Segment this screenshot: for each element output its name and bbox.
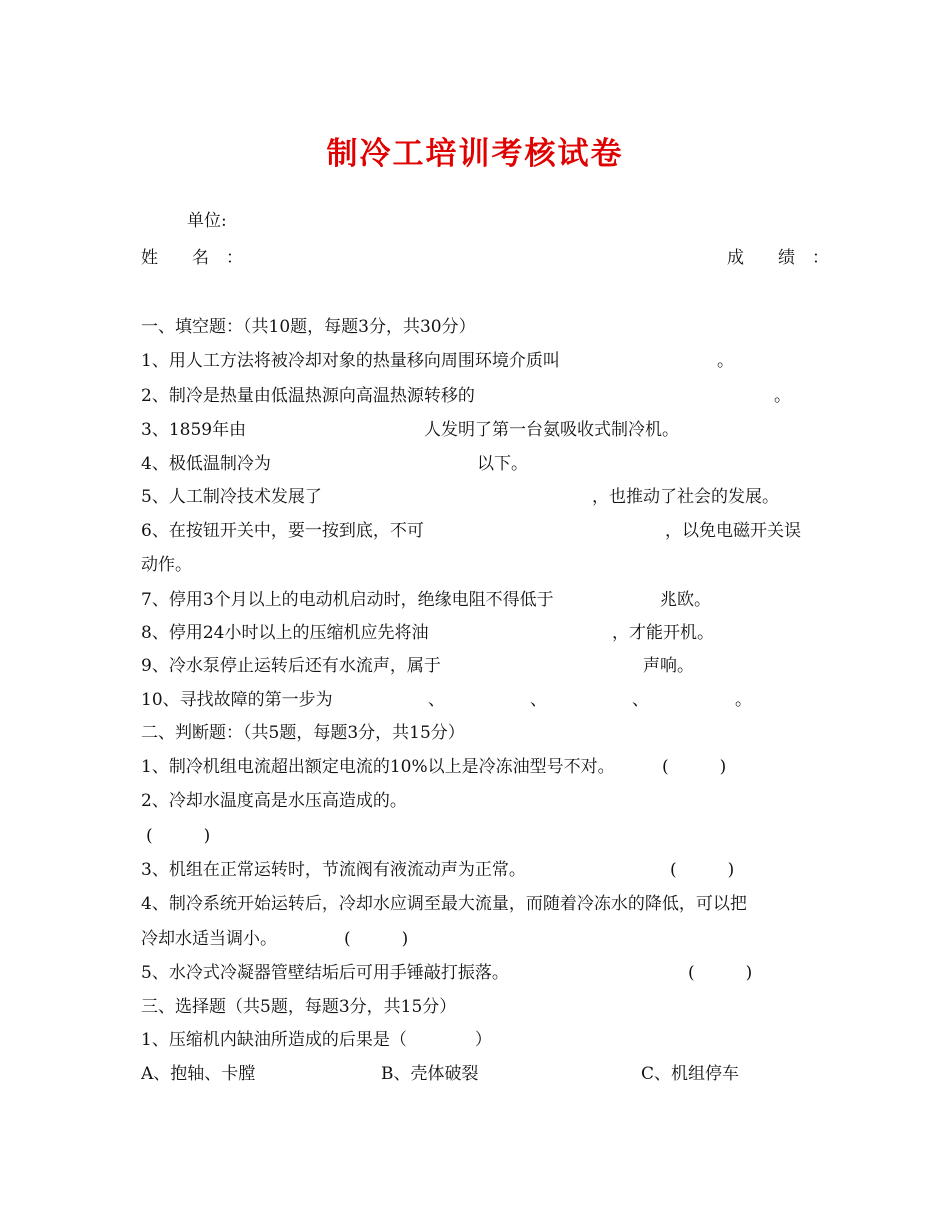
question-end: 声响。 [643, 656, 694, 676]
answer-bracket: ( ) [344, 929, 409, 949]
question-text: 3、机组在正常运转时，节流阀有液流动声为正常。 [141, 860, 526, 880]
question-end: ，以免电磁开关误 [665, 521, 801, 541]
question-end: 以下。 [477, 454, 528, 474]
option-c: C、机组停车 [641, 1064, 740, 1084]
section-3-heading: 三、选择题（共5题，每题3分，共15分） [141, 997, 457, 1017]
question-text: 5、水冷式冷凝器管壁结垢后可用手锤敲打振落。 [141, 963, 509, 983]
question-start: 7、停用3个月以上的电动机启动时，绝缘电阻不得低于 [141, 590, 554, 610]
page-title: 制冷工培训考核试卷 [326, 136, 624, 172]
question-continuation: 动作。 [141, 555, 192, 575]
question-start: 6、在按钮开关中，要一按到底，不可 [141, 521, 424, 541]
answer-bracket: ( ) [670, 860, 735, 880]
question-end: ，也推动了社会的发展。 [592, 487, 779, 507]
question-text: 1、制冷机组电流超出额定电流的10%以上是冷冻油型号不对。 [141, 757, 615, 777]
question-end: 兆欧。 [660, 590, 711, 610]
separator: 、 [428, 690, 445, 710]
question-end: 。 [735, 690, 752, 710]
section-1-heading: 一、填空题：（共10题，每题3分，共30分） [141, 317, 476, 337]
section-2-heading: 二、判断题：（共5题，每题3分，共15分） [141, 723, 465, 743]
separator: 、 [530, 690, 547, 710]
name-label: 姓 名 ： [141, 248, 243, 268]
unit-label: 单位: [187, 211, 227, 231]
question-start: 4、极低温制冷为 [141, 454, 271, 474]
score-label: 成 绩 ： [727, 248, 829, 268]
question-text: 2、制冷是热量由低温热源向高温热源转移的 [141, 386, 475, 406]
question-text: 1、压缩机内缺油所造成的后果是（ ） [141, 1030, 492, 1050]
question-text: 2、冷却水温度高是水压高造成的。 [141, 791, 407, 811]
question-start: 8、停用24小时以上的压缩机应先将油 [141, 623, 429, 643]
question-continuation: 冷却水适当调小。 [141, 929, 277, 949]
question-text: 4、制冷系统开始运转后，冷却水应调至最大流量，而随着冷冻水的降低，可以把 [141, 894, 747, 914]
question-start: 3、1859年由 [141, 420, 247, 440]
question-end: 人发明了第一台氨吸收式制冷机。 [424, 420, 679, 440]
answer-bracket: ( ) [688, 963, 753, 983]
separator: 、 [632, 690, 649, 710]
question-end: 。 [717, 351, 734, 371]
question-start: 9、冷水泵停止运转后还有水流声，属于 [141, 656, 441, 676]
option-b: B、壳体破裂 [381, 1064, 479, 1084]
question-text: 1、用人工方法将被冷却对象的热量移向周围环境介质叫 [141, 351, 560, 371]
answer-bracket: ( ) [662, 757, 727, 777]
option-a: A、抱轴、卡膛 [141, 1064, 256, 1084]
question-end: 。 [774, 386, 791, 406]
question-start: 5、人工制冷技术发展了 [141, 487, 322, 507]
answer-bracket: ( ) [146, 826, 211, 846]
question-end: ，才能开机。 [612, 623, 714, 643]
question-start: 10、寻找故障的第一步为 [141, 690, 333, 710]
